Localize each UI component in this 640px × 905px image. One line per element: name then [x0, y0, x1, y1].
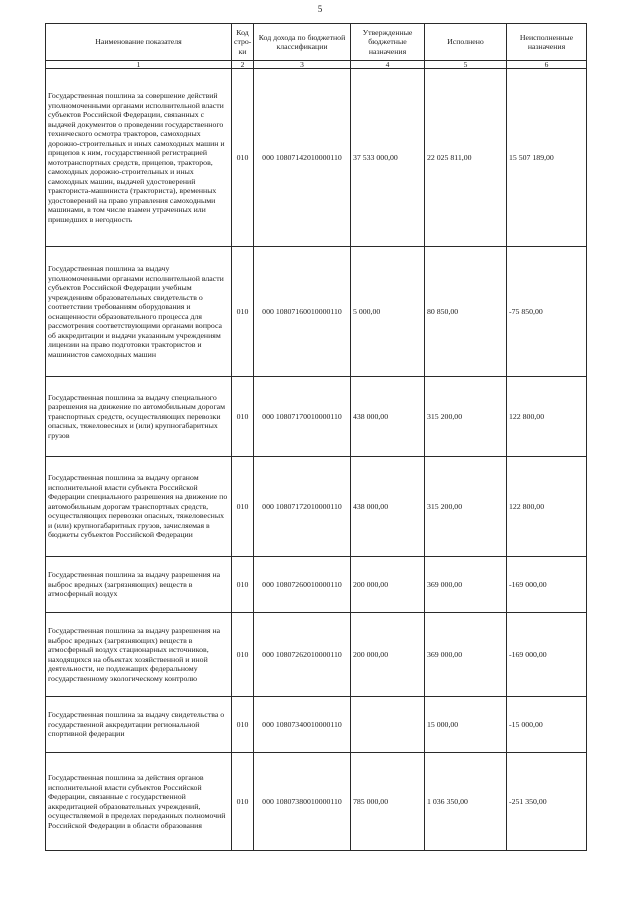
table-row	[46, 457, 587, 557]
page-number: 5	[317, 4, 323, 14]
row-line-code: 010	[232, 613, 254, 697]
row-executed: 1 036 350,00	[425, 753, 507, 851]
row-unexecuted: -251 350,00	[507, 753, 587, 851]
column-number: 1	[46, 61, 232, 69]
row-income-code: 000 10807170010000110	[254, 377, 351, 457]
table-row	[46, 753, 587, 851]
row-executed: 22 025 811,00	[425, 69, 507, 247]
column-number: 6	[507, 61, 587, 69]
row-executed: 80 850,00	[425, 247, 507, 377]
row-income-code: 000 10807172010000110	[254, 457, 351, 557]
row-line-code: 010	[232, 753, 254, 851]
row-approved: 200 000,00	[351, 557, 425, 613]
column-number-row	[46, 61, 587, 69]
table-row	[46, 557, 587, 613]
row-name: Государственная пошлина за выдачу специального разрешения на движение по автомобильным дорогам транспортных средств, осуществляющих перевозки опасных, тяжеловесных и (или) крупногабаритных грузов	[46, 377, 232, 457]
row-unexecuted: -15 000,00	[507, 697, 587, 753]
budget-execution-table	[45, 23, 587, 851]
row-executed: 315 200,00	[425, 457, 507, 557]
table-row	[46, 697, 587, 753]
row-approved: 37 533 000,00	[351, 69, 425, 247]
row-line-code: 010	[232, 69, 254, 247]
row-executed: 315 200,00	[425, 377, 507, 457]
column-number: 2	[232, 61, 254, 69]
row-name: Государственная пошлина за выдачу разрешения на выброс вредных (загрязняющих) веществ в атмосферный воздух	[46, 557, 232, 613]
row-income-code: 000 10807262010000110	[254, 613, 351, 697]
table-header-row	[46, 24, 587, 61]
row-unexecuted: 15 507 189,00	[507, 69, 587, 247]
row-line-code: 010	[232, 377, 254, 457]
row-unexecuted: -169 000,00	[507, 613, 587, 697]
row-unexecuted: 122 800,00	[507, 377, 587, 457]
row-income-code: 000 10807160010000110	[254, 247, 351, 377]
row-unexecuted: 122 800,00	[507, 457, 587, 557]
row-approved	[351, 697, 425, 753]
header-executed: Исполнено	[425, 24, 507, 61]
row-name: Государственная пошлина за выдачу уполномоченными органами исполнительной власти субъектов Российской Федерации учебным учреждениям образовательных свидетельств о соответствии требованиям оборудования и оснащенности образовательного процесса для рассмотрения соответствующими органами вопроса об аккредитации и выдачи указанным учреждениям лицензии на право подготовки трактористов и машинистов самоходных машин	[46, 247, 232, 377]
row-approved: 200 000,00	[351, 613, 425, 697]
row-line-code: 010	[232, 697, 254, 753]
table-row	[46, 69, 587, 247]
table-row	[46, 247, 587, 377]
header-approved: Утвержденные бюджетные назначения	[351, 24, 425, 61]
column-number: 5	[425, 61, 507, 69]
row-executed: 15 000,00	[425, 697, 507, 753]
row-income-code: 000 10807142010000110	[254, 69, 351, 247]
row-line-code: 010	[232, 457, 254, 557]
row-unexecuted: -75 850,00	[507, 247, 587, 377]
table-row	[46, 377, 587, 457]
table-row	[46, 613, 587, 697]
row-line-code: 010	[232, 557, 254, 613]
header-line-code: Код стро-ки	[232, 24, 254, 61]
row-name: Государственная пошлина за выдачу органом исполнительной власти субъекта Российской Федерации специального разрешения на движение по автомобильным дорогам транспортных средств, осуществляющих перевозки опасных, тяжеловесных и (или) крупногабаритных грузов, зачисляемая в бюджеты субъектов Российской Федерации	[46, 457, 232, 557]
row-unexecuted: -169 000,00	[507, 557, 587, 613]
row-income-code: 000 10807340010000110	[254, 697, 351, 753]
row-name: Государственная пошлина за выдачу разрешения на выброс вредных (загрязняющих) веществ в атмосферный воздух стационарных источников, находящихся на объектах хозяйственной и иной деятельности, не подлежащих федеральному государственному экологическому контролю	[46, 613, 232, 697]
column-number: 3	[254, 61, 351, 69]
header-indicator-name: Наименование показателя	[46, 24, 232, 61]
header-unexecuted: Неисполненные назначения	[507, 24, 587, 61]
row-approved: 438 000,00	[351, 377, 425, 457]
row-income-code: 000 10807380010000110	[254, 753, 351, 851]
row-approved: 438 000,00	[351, 457, 425, 557]
row-income-code: 000 10807260010000110	[254, 557, 351, 613]
row-approved: 5 000,00	[351, 247, 425, 377]
row-name: Государственная пошлина за совершение действий уполномоченными органами исполнительной власти субъектов Российской Федерации, связанных с выдачей документов о проведении государственного технического осмотра тракторов, самоходных дорожно-строительных и иных самоходных машин и прицепов к ним, государственной регистрацией мототранспортных средств, прицепов, тракторов, самоходных дорожно-строительных и иных самоходных машин, выдачей удостоверений тракториста-машиниста (тракториста), временных удостоверений на право управления самоходными машинами, в том числе взамен утраченных или пришедших в негодность	[46, 69, 232, 247]
row-approved: 785 000,00	[351, 753, 425, 851]
row-name: Государственная пошлина за действия органов исполнительной власти субъектов Российской Федерации, связанные с государственной аккредитацией образовательных учреждений, осуществляемой в пределах переданных полномочий Российской Федерации в области образования	[46, 753, 232, 851]
header-income-code: Код дохода по бюджетной классификации	[254, 24, 351, 61]
row-executed: 369 000,00	[425, 557, 507, 613]
row-executed: 369 000,00	[425, 613, 507, 697]
row-line-code: 010	[232, 247, 254, 377]
column-number: 4	[351, 61, 425, 69]
row-name: Государственная пошлина за выдачу свидетельства о государственной аккредитации региональной спортивной федерации	[46, 697, 232, 753]
